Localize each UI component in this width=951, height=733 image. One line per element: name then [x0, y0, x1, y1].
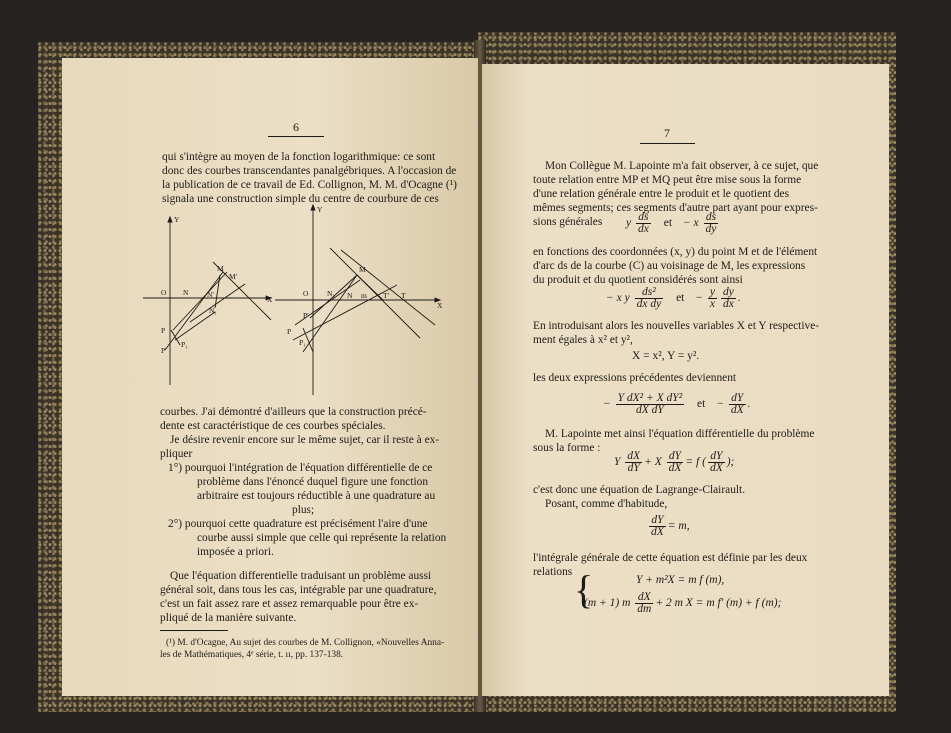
eq2-end: .: [737, 292, 741, 305]
eq5-d3: dX: [709, 462, 723, 474]
eq4-a-num: Y dX² + X dY²: [617, 392, 683, 404]
left-item-2-line: 2°) pourquoi cette quadrature est précisément l'aire d'une: [168, 518, 428, 530]
eq2-a-num: ds²: [635, 287, 664, 299]
left-page-number: 6: [293, 120, 299, 134]
eq2-b-num1: y: [709, 286, 715, 298]
eq2-b-den2: dx: [723, 298, 734, 310]
right-para1-line: Mon Collègue M. Lapointe m'a fait observer, à ce sujet, que: [545, 160, 819, 172]
eq1-a-pre: y: [626, 217, 632, 230]
eq6-post: = m,: [667, 520, 690, 533]
eq4-et: et: [697, 398, 706, 411]
eq2-et: et: [676, 292, 685, 305]
system-equation-1: Y + m²X = m f (m),: [636, 574, 725, 586]
right-para3-line: ment égales à x² et y²,: [533, 334, 633, 346]
eq1-b-den: dy: [705, 223, 717, 235]
left-para2-line: courbes. J'ai démontré d'ailleurs que la construction précé-: [160, 406, 427, 418]
fig2-label-o: O: [303, 289, 309, 298]
equation-new-expressions: [603, 393, 751, 416]
eq1-a-den: dx: [637, 223, 649, 235]
equation-segments: [626, 212, 720, 235]
footnote-rule: [160, 630, 228, 631]
equation-differential: [614, 451, 734, 474]
right-para1-line: toute relation entre MP et MQ peut être mise sous la forme: [533, 174, 802, 186]
right-para3-line: En introduisant alors les nouvelles variables X et Y respective-: [533, 320, 820, 332]
eq5-d2: dX: [668, 462, 682, 474]
left-header-rule: [268, 136, 324, 137]
curvature-construction-figures: [135, 200, 445, 405]
eq6-den: dX: [651, 526, 664, 538]
sys2-num: dX: [635, 592, 653, 604]
eq1-et: et: [663, 217, 673, 230]
right-para4: les deux expressions précédentes deviennent: [533, 372, 737, 384]
right-para8-line: relations: [533, 566, 573, 578]
right-para2-line: d'arc ds de la courbe (C) au voisinage de M, les expressions: [533, 260, 806, 272]
eq2-a-pre: − x y: [606, 292, 630, 305]
eq5-eq: = f (: [685, 456, 706, 469]
left-item-1-line: arbitraire est toujours réductible à une quadrature au: [197, 490, 436, 502]
fig1-label-o: O: [161, 288, 167, 297]
left-para3-line: Que l'équation differentielle traduisant un problème aussi: [170, 570, 432, 582]
right-para1-line: d'une relation générale entre le produit et le quotient des: [533, 188, 790, 200]
fig2-label-x: X: [437, 301, 443, 310]
fig2-label-p-prime: P': [303, 311, 309, 320]
sys2-den: dm: [637, 603, 652, 615]
figure-1-labels: [161, 215, 273, 355]
sys2-pre: (m + 1) m: [584, 597, 631, 610]
fig1-label-p: P: [161, 326, 166, 335]
left-item-1-line: 1°) pourquoi l'intégration de l'équation différentielle de ce: [168, 462, 433, 474]
eq1-b-num: ds: [704, 212, 719, 224]
eq5-end: );: [726, 456, 735, 469]
eq4-b-num: dY: [729, 393, 746, 405]
fig2-label-y: Y: [317, 205, 323, 214]
right-para6: c'est donc une équation de Lagrange-Clairault.: [533, 484, 746, 496]
eq5-n2: dY: [667, 451, 684, 463]
fig2-label-t: T: [401, 291, 406, 300]
left-para1-line: signala une construction simple du centre de courbure de ces: [162, 193, 439, 205]
left-para3-line: pliqué de la manière suivante.: [160, 612, 297, 624]
left-para1-line: donc des courbes transcendantes panalgébriques. A l'occasion de: [162, 165, 457, 177]
figure-2-labels: [287, 205, 443, 347]
right-para1-line: mêmes segments; ces segments d'autre part ayant pour expres-: [533, 202, 818, 214]
eq2-a-den: dx dy: [636, 298, 662, 310]
left-footnote-line: les de Mathématiques, 4ᵉ série, t. ıı, pp. 137-138.: [160, 650, 344, 660]
equation-new-variables: X = x², Y = y².: [632, 350, 700, 362]
system-equation-2: [584, 592, 781, 615]
fig1-label-m-prime: M': [229, 272, 238, 281]
left-para3-line: c'est un fait assez rare et assez remarquable pour être ex-: [160, 598, 419, 610]
right-para8-line: l'intégrale générale de cette équation est définie par les deux: [533, 552, 808, 564]
eq4-a-den: dX dY: [635, 404, 664, 416]
right-para5-line: sous la forme :: [533, 442, 601, 454]
fig2-label-p: P: [287, 327, 292, 336]
equation-product-quotient: [606, 287, 741, 310]
left-footnote-line: (¹) M. d'Ocagne, Au sujet des courbes de M. Collignon, «Nouvelles Anna-: [166, 638, 445, 648]
eq5-pre: Y: [614, 456, 621, 469]
right-header-rule: [640, 143, 695, 144]
left-para1-line: qui s'intègre au moyen de la fonction logarithmique: ce sont: [162, 151, 436, 163]
eq5-n1: dX: [627, 450, 641, 462]
left-item-1-line: plus;: [292, 504, 315, 516]
fig2-label-m-small: m: [361, 291, 367, 300]
fig2-label-m: M: [359, 265, 366, 274]
left-item-2-line: courbe aussi simple que celle qui représente la relation: [197, 532, 447, 544]
left-para2-line: pliquer: [160, 448, 193, 460]
figure-2: [275, 205, 440, 395]
right-para2-line: en fonctions des coordonnées (x, y) du point M et de l'élément: [533, 246, 818, 258]
right-para7: Posant, comme d'habitude,: [545, 498, 668, 510]
eq4-b-pre: −: [716, 398, 724, 411]
fig1-label-m: M: [217, 264, 224, 273]
fig1-label-p-prime: P': [161, 346, 167, 355]
right-para2-line: du produit et du quotient considérés sont ainsi: [533, 274, 743, 286]
right-para5-line: M. Lapointe met ainsi l'équation différentielle du problème: [545, 428, 815, 440]
eq6-num: dY: [649, 515, 666, 527]
left-para2-line: Je désire revenir encore sur le même sujet, car il reste à ex-: [170, 434, 440, 446]
eq1-a-num: ds: [636, 212, 651, 224]
fig2-label-p1: P₁: [299, 338, 306, 347]
eq5-n3: dY: [708, 451, 725, 463]
fig1-label-x: X: [267, 295, 273, 304]
fig2-label-t-prime: T': [383, 291, 389, 300]
fig1-label-n-prime: N': [207, 290, 214, 299]
right-para1-line: sions générales: [533, 216, 603, 228]
left-para2-line: dente est caractéristique de ces courbes spéciales.: [160, 420, 386, 432]
eq4-a-pre: −: [603, 398, 611, 411]
right-page-number: 7: [664, 126, 670, 140]
fig1-label-n: N: [183, 288, 189, 297]
eq1-b-pre: − x: [682, 217, 699, 230]
eq4-b-den: dX: [730, 404, 744, 416]
left-item-1-line: problème dans l'énoncé duquel figure une fonction: [197, 476, 429, 488]
eq2-b-num2: dy: [723, 286, 734, 298]
fig2-label-n: N: [347, 291, 353, 300]
equation-m-definition: [647, 515, 690, 538]
left-para3-line: général soit, dans tous les cas, intégrable par une quadrature,: [160, 584, 437, 596]
figure-1: [143, 217, 271, 385]
eq2-b-pre: −: [695, 292, 704, 305]
system-brace: {: [574, 567, 594, 612]
eq4-end: .: [747, 398, 751, 411]
fig1-label-n1: N₁: [209, 306, 218, 315]
left-item-2-line: imposée a priori.: [197, 546, 274, 558]
fig2-label-n1: N₁: [327, 289, 336, 298]
fig1-label-y: Y: [174, 215, 180, 224]
eq5-d1: dY: [627, 462, 640, 474]
sys2-post: + 2 m X = m f′ (m) + f (m);: [655, 597, 782, 610]
eq5-mid: + X: [644, 456, 662, 469]
left-para1-line: la publication de ce travail de Ed. Collignon, M. M. d'Ocagne (¹): [162, 179, 457, 191]
eq2-b-den1: x: [709, 298, 715, 310]
fig1-label-p1: P₁: [181, 340, 188, 349]
